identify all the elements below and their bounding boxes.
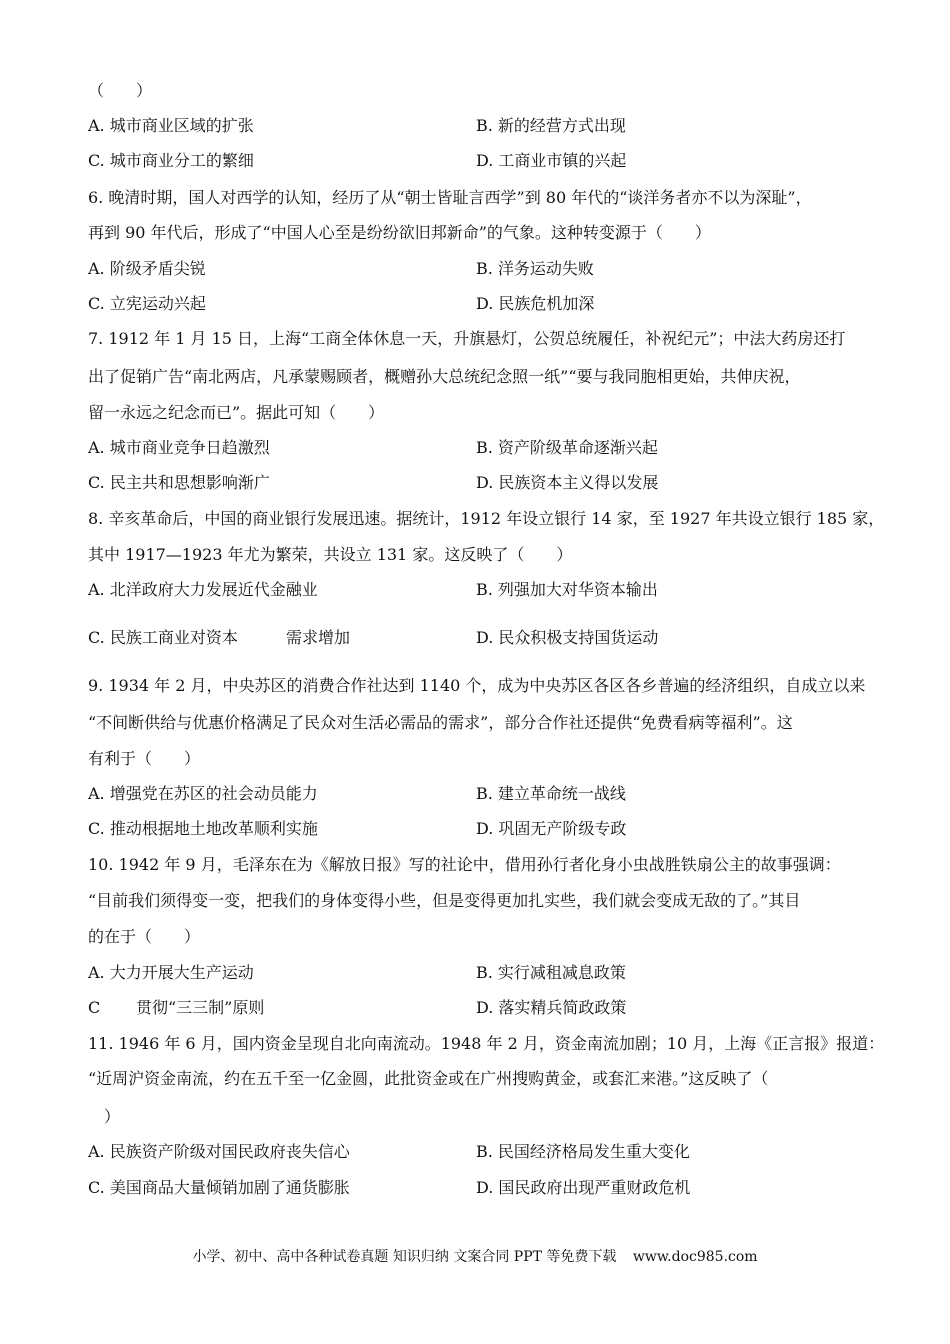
q7-option-d: D. 民族资本主义得以发展 xyxy=(476,473,659,492)
footer-text: 小学、初中、高中各种试卷真题 知识归纳 文案合同 PPT 等免费下载 xyxy=(192,1249,617,1265)
q9-stem-line-3: 有利于（ ） xyxy=(88,749,201,768)
q8-option-c-part-1: C. 民族工商业对资本 xyxy=(88,628,238,647)
q8-option-d: D. 民众积极支持国货运动 xyxy=(476,628,659,647)
q11-option-a: A. 民族资产阶级对国民政府丧失信心 xyxy=(88,1142,350,1161)
q11-option-c: C. 美国商品大量倾销加剧了通货膨胀 xyxy=(88,1178,350,1197)
q5-option-c: C. 城市商业分工的繁细 xyxy=(88,151,254,170)
q10-stem-line-2: “目前我们须得变一变，把我们的身体变得小些，但是变得更加扎实些，我们就会变成无敌的了。”其目 xyxy=(88,891,801,910)
q10-stem-line-1: 10. 1942 年 9 月，毛泽东在为《解放日报》写的社论中，借用孙行者化身小虫战胜铁扇公主的故事强调： xyxy=(88,855,841,874)
q6-option-a: A. 阶级矛盾尖锐 xyxy=(88,259,206,278)
q8-stem-line-1: 8. 辛亥革命后，中国的商业银行发展迅速。据统计，1912 年设立银行 14 家，至 1927 年共设立银行 185 家， xyxy=(88,509,885,528)
q10-option-a: A. 大力开展大生产运动 xyxy=(88,963,254,982)
q8-stem-line-2: 其中 1917—1923 年尤为繁荣，共设立 131 家。这反映了（ ） xyxy=(88,545,573,564)
page-footer xyxy=(0,1246,950,1266)
q7-stem-line-1: 7. 1912 年 1 月 15 日，上海“工商全体休息一天，升旗悬灯，公贺总统履任，补祝纪元”；中法大药房还打 xyxy=(88,329,846,348)
q11-option-d: D. 国民政府出现严重财政危机 xyxy=(476,1178,691,1197)
q8-option-b: B. 列强加大对华资本输出 xyxy=(476,580,658,599)
q7-stem-line-3: 留一永远之纪念而已”。据此可知（ ） xyxy=(88,403,385,422)
q10-option-c-text: 贯彻“三三制”原则 xyxy=(136,998,265,1017)
q9-option-b: B. 建立革命统一战线 xyxy=(476,784,626,803)
q11-stem-line-2: “近周沪资金南流，约在五千至一亿金圆，此批资金或在广州搜购黄金，或套汇来港。”这反映了（ xyxy=(88,1069,769,1088)
q9-stem-line-1: 9. 1934 年 2 月，中央苏区的消费合作社达到 1140 个，成为中央苏区各区各乡普遍的经济组织，自成立以来 xyxy=(88,676,866,695)
q11-option-b: B. 民国经济格局发生重大变化 xyxy=(476,1142,690,1161)
q9-stem-line-2: “不间断供给与优惠价格满足了民众对生活必需品的需求”，部分合作社还提供“免费看病等福利”。这 xyxy=(88,713,793,732)
q7-stem-line-2: 出了促销广告“南北两店，凡承蒙赐顾者，概赠孙大总统纪念照一纸”“要与我同胞相更始，共伸庆祝， xyxy=(88,367,801,386)
q8-option-a: A. 北洋政府大力发展近代金融业 xyxy=(88,580,318,599)
q6-stem-line-2: 再到 90 年代后，形成了“中国人心至是纷纷欲旧邦新命”的气象。这种转变源于（ ） xyxy=(88,223,711,242)
q5-option-d: D. 工商业市镇的兴起 xyxy=(476,151,627,170)
q5-option-b: B. 新的经营方式出现 xyxy=(476,116,626,135)
q6-option-c: C. 立宪运动兴起 xyxy=(88,294,206,313)
q9-option-c: C. 推动根据地土地改革顺利实施 xyxy=(88,819,318,838)
q11-stem-line-1: 11. 1946 年 6 月，国内资金呈现自北向南流动。1948 年 2 月，资金南流加剧；10 月，上海《正言报》报道： xyxy=(88,1034,885,1053)
q7-option-c: C. 民主共和思想影响渐广 xyxy=(88,473,270,492)
q5-stem-tail: （ ） xyxy=(88,81,153,100)
q9-option-a: A. 增强党在苏区的社会动员能力 xyxy=(88,784,318,803)
q6-option-d: D. 民族危机加深 xyxy=(476,294,595,313)
q6-stem-line-1: 6. 晚清时期，国人对西学的认知，经历了从“朝士皆耻言西学”到 80 年代的“谈洋务者亦不以为深耻”， xyxy=(88,188,812,207)
q7-option-b: B. 资产阶级革命逐渐兴起 xyxy=(476,438,658,457)
q9-option-d: D. 巩固无产阶级专政 xyxy=(476,819,627,838)
q10-stem-line-3: 的在于（ ） xyxy=(88,927,201,946)
q10-option-c-letter: C xyxy=(88,998,101,1017)
q7-option-a: A. 城市商业竞争日趋激烈 xyxy=(88,438,270,457)
q10-option-b: B. 实行减租减息政策 xyxy=(476,963,626,982)
footer-url[interactable]: www.doc985.com xyxy=(632,1249,758,1265)
q8-option-c-part-2: 需求增加 xyxy=(286,628,351,647)
q11-stem-line-3: ） xyxy=(104,1107,121,1126)
q10-option-d: D. 落实精兵简政政策 xyxy=(476,998,627,1017)
q6-option-b: B. 洋务运动失败 xyxy=(476,259,594,278)
q5-option-a: A. 城市商业区域的扩张 xyxy=(88,116,254,135)
